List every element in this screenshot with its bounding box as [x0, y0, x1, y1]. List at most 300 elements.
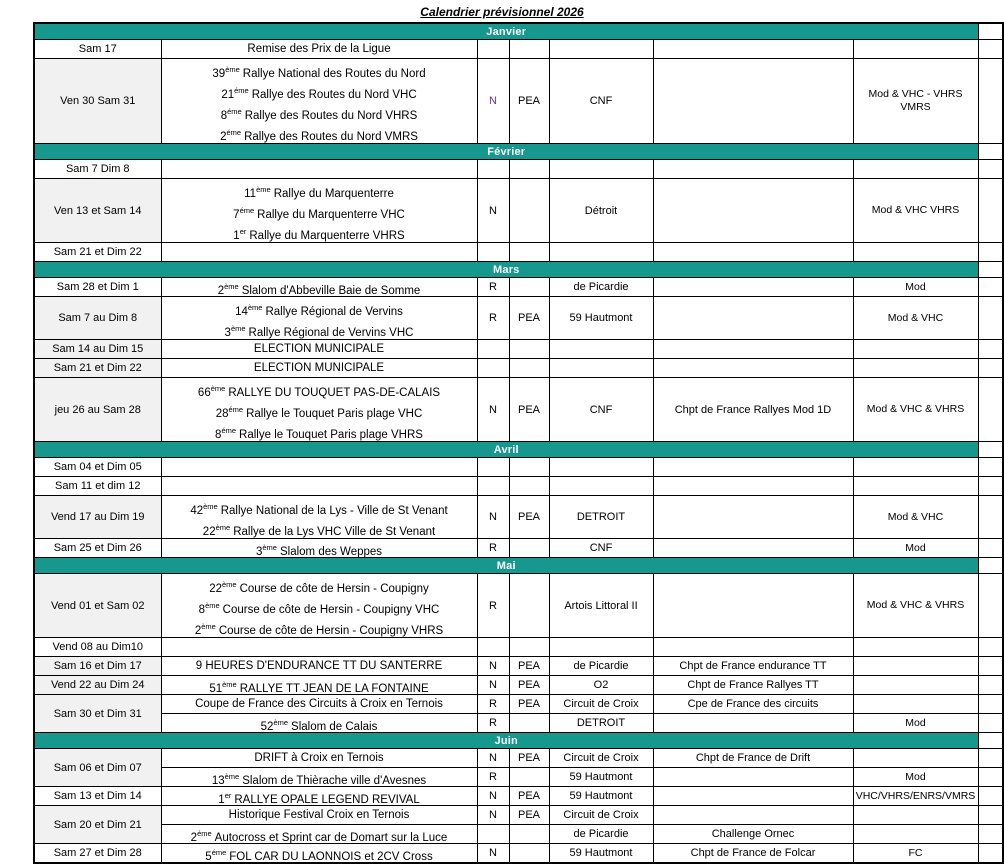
category-line: Mod & VHC & VHRS	[866, 599, 965, 611]
pea-cell	[509, 768, 549, 787]
date-cell: Vend 01 et Sam 02	[34, 574, 161, 638]
category-cell	[853, 160, 978, 179]
pea-cell	[509, 638, 549, 657]
licence-cell: R	[477, 574, 509, 638]
category-line: Mod	[905, 716, 926, 729]
championship-cell	[653, 539, 853, 558]
championship-cell	[653, 458, 853, 477]
page-title: Calendrier prévisionnel 2026	[420, 5, 584, 19]
table-row	[34, 539, 1003, 558]
category-line: FC	[908, 846, 923, 859]
date-cell: jeu 26 au Sam 28	[34, 378, 161, 442]
pea-cell: PEA	[509, 695, 549, 714]
category-cell	[853, 787, 978, 806]
date-cell: Sam 16 et Dim 17	[34, 657, 161, 676]
spare-cell	[978, 40, 1003, 59]
championship-cell	[653, 638, 853, 657]
pea-cell	[509, 40, 549, 59]
championship-cell: Challenge Ornec	[653, 825, 853, 844]
pea-cell	[509, 477, 549, 496]
event-line	[163, 768, 476, 786]
table-row	[34, 496, 1003, 539]
spare-cell	[978, 825, 1003, 844]
event-ordinal: 28	[215, 407, 229, 420]
table-row	[34, 458, 1003, 477]
event-ordinal: 14	[235, 305, 248, 318]
event-line	[163, 844, 476, 862]
championship-cell	[653, 278, 853, 297]
licence-cell: N	[477, 806, 509, 825]
event-title: Rallye National des Routes du Nord	[242, 67, 426, 80]
category-line: Mod & VHC & VHRS	[866, 403, 965, 415]
category-line: Mod & VHC	[887, 311, 944, 324]
event-title: Slalom des Weppes	[279, 545, 383, 558]
spare-cell	[978, 558, 1003, 574]
event-title: Slalom de Calais	[291, 720, 378, 733]
event-line	[163, 657, 476, 675]
date-cell: Vend 22 au Dim 24	[34, 676, 161, 695]
event-ordinal-suffix: ème	[210, 384, 226, 393]
organizer-cell: CNF	[549, 539, 653, 558]
category-cell	[853, 657, 978, 676]
event-ordinal-suffix: ème	[222, 680, 237, 689]
event-title: Course de côte de Hersin - Coupigny VHC	[222, 603, 440, 616]
licence-cell: N	[477, 657, 509, 676]
organizer-cell: de Picardie	[549, 657, 653, 676]
event-title: RALLYE OPALE LEGEND REVIVAL	[234, 793, 420, 806]
month-row	[34, 733, 1003, 749]
event-ordinal: 2	[194, 624, 202, 637]
organizer-cell: 59 Hautmont	[549, 787, 653, 806]
pea-cell: PEA	[509, 749, 549, 768]
organizer-cell: O2	[549, 676, 653, 695]
event-ordinal-suffix: ème	[262, 543, 277, 552]
event-ordinal: 22	[209, 582, 222, 595]
date-cell: Sam 11 et dim 12	[34, 477, 161, 496]
event-title: Rallye des Routes du Nord VMRS	[244, 130, 418, 143]
event-title: FOL CAR DU LAONNOIS et 2CV Cross	[229, 850, 433, 863]
event-ordinal: 52	[260, 720, 274, 733]
month-row	[34, 442, 1003, 458]
organizer-cell	[549, 340, 653, 359]
pea-cell	[509, 278, 549, 297]
event-line	[163, 40, 476, 58]
category-cell	[853, 695, 978, 714]
category-cell	[853, 574, 978, 638]
event-ordinal: 1	[233, 229, 240, 242]
event-ordinal: 2	[190, 831, 198, 844]
event-line	[163, 825, 476, 843]
date-cell: Sam 27 et Dim 28	[34, 844, 161, 864]
event-line	[163, 595, 476, 616]
category-line: VHC/VHRS/ENRS/VMRS	[855, 789, 976, 802]
licence-cell	[477, 340, 509, 359]
table-row	[34, 378, 1003, 442]
category-cell	[853, 278, 978, 297]
date-cell: Sam 30 et Dim 31	[34, 695, 161, 733]
organizer-cell: Circuit de Croix	[549, 695, 653, 714]
table-row	[34, 243, 1003, 262]
table-row	[34, 825, 1003, 844]
table-row	[34, 676, 1003, 695]
spare-cell	[978, 340, 1003, 359]
date-cell: Sam 7 au Dim 8	[34, 297, 161, 340]
licence-cell	[477, 359, 509, 378]
event-ordinal: 8	[215, 428, 222, 441]
pea-cell	[509, 539, 549, 558]
date-cell: Sam 04 et Dim 05	[34, 458, 161, 477]
organizer-cell: 59 Hautmont	[549, 844, 653, 864]
organizer-cell	[549, 243, 653, 262]
month-header: Mai	[34, 558, 978, 574]
spare-cell	[978, 23, 1003, 40]
organizer-cell: CNF	[549, 59, 653, 144]
spare-cell	[978, 278, 1003, 297]
spare-cell	[978, 477, 1003, 496]
licence-cell: R	[477, 297, 509, 340]
spare-cell	[978, 768, 1003, 787]
pea-cell	[509, 359, 549, 378]
spare-cell	[978, 243, 1003, 262]
category-cell	[853, 496, 978, 539]
spare-cell	[978, 676, 1003, 695]
event-ordinal: 42	[190, 504, 204, 517]
event-line	[163, 340, 476, 358]
organizer-cell: Artois Littoral II	[549, 574, 653, 638]
date-cell: Sam 14 au Dim 15	[34, 340, 161, 359]
championship-cell	[653, 574, 853, 638]
championship-cell	[653, 787, 853, 806]
table-row	[34, 59, 1003, 144]
spare-cell	[978, 806, 1003, 825]
event-ordinal-suffix: ème	[224, 772, 240, 781]
category-cell	[853, 477, 978, 496]
championship-cell	[653, 477, 853, 496]
licence-cell: R	[477, 768, 509, 787]
organizer-cell	[549, 477, 653, 496]
organizer-cell	[549, 160, 653, 179]
event-ordinal: 66	[197, 386, 211, 399]
organizer-cell: de Picardie	[549, 825, 653, 844]
organizer-cell: DETROIT	[549, 496, 653, 539]
event-title: ELECTION MUNICIPALE	[253, 343, 385, 355]
pea-cell: PEA	[509, 676, 549, 695]
table-row	[34, 844, 1003, 864]
table-row	[34, 749, 1003, 768]
event-cell	[161, 806, 477, 825]
event-ordinal-suffix: éme	[234, 86, 249, 95]
category-line: Mod	[905, 541, 926, 554]
spare-cell	[978, 714, 1003, 733]
organizer-cell: CNF	[549, 378, 653, 442]
event-line	[163, 676, 476, 694]
organizer-cell: Circuit de Croix	[549, 749, 653, 768]
event-cell	[161, 297, 477, 340]
event-line	[163, 318, 476, 339]
category-line: Mod	[905, 770, 926, 783]
event-title: DRIFT à Croix en Ternois	[254, 752, 384, 764]
event-title: Course de côte de Hersin - Coupigny VHRS	[218, 624, 444, 637]
month-row	[34, 23, 1003, 40]
event-ordinal-suffix: ème	[256, 185, 271, 194]
table-row	[34, 160, 1003, 179]
championship-cell: Chpt de France endurance TT	[653, 657, 853, 676]
event-title: Rallye de la Lys VHC Ville de St Venant	[233, 525, 436, 538]
category-cell	[853, 714, 978, 733]
event-ordinal-suffix: ème	[225, 65, 240, 74]
event-ordinal: 2	[220, 130, 227, 143]
event-title: RALLYE TT JEAN DE LA FONTAINE	[239, 682, 429, 695]
event-line	[163, 517, 476, 538]
event-ordinal: 11	[244, 187, 257, 200]
event-line	[163, 695, 476, 713]
licence-cell	[477, 638, 509, 657]
spare-cell	[978, 59, 1003, 144]
table-row	[34, 638, 1003, 657]
event-cell	[161, 787, 477, 806]
table-row	[34, 359, 1003, 378]
spare-cell	[978, 749, 1003, 768]
event-line	[163, 806, 476, 824]
spare-cell	[978, 442, 1003, 458]
event-line	[163, 101, 476, 122]
event-line	[163, 122, 476, 143]
event-line	[163, 574, 476, 595]
category-cell	[853, 749, 978, 768]
event-line	[163, 714, 476, 732]
event-ordinal-suffix: ème	[215, 523, 231, 532]
championship-cell	[653, 496, 853, 539]
licence-cell	[477, 477, 509, 496]
championship-cell	[653, 160, 853, 179]
pea-cell	[509, 825, 549, 844]
event-line	[163, 496, 476, 517]
date-cell: Sam 28 et Dim 1	[34, 278, 161, 297]
date-cell: Sam 06 et Dim 07	[34, 749, 161, 787]
event-cell	[161, 714, 477, 733]
spare-cell	[978, 695, 1003, 714]
event-title: Rallye Régional de Vervins	[265, 305, 403, 318]
event-title: Rallye du Marquenterre	[273, 187, 394, 200]
event-cell	[161, 749, 477, 768]
date-cell: Sam 20 et Dim 21	[34, 806, 161, 844]
event-line	[163, 297, 476, 318]
spare-cell	[978, 297, 1003, 340]
category-cell	[853, 768, 978, 787]
pea-cell: PEA	[509, 787, 549, 806]
event-title: Course de côte de Hersin - Coupigny	[239, 582, 429, 595]
spare-cell	[978, 179, 1003, 243]
event-line	[163, 179, 476, 200]
table-row	[34, 40, 1003, 59]
event-line	[163, 59, 476, 80]
event-ordinal-suffix: éme	[221, 426, 237, 435]
month-header: Février	[34, 144, 978, 160]
event-ordinal: 5	[205, 850, 212, 863]
category-cell	[853, 179, 978, 243]
table-row	[34, 340, 1003, 359]
month-header: Mars	[34, 262, 978, 278]
pea-cell	[509, 844, 549, 864]
event-cell	[161, 378, 477, 442]
licence-cell	[477, 40, 509, 59]
table-row	[34, 657, 1003, 676]
date-cell: Sam 13 et Dim 14	[34, 787, 161, 806]
event-cell	[161, 59, 477, 144]
event-title: Coupe de France des Circuits à Croix en Ternois	[195, 698, 443, 710]
event-ordinal-suffix: éme	[228, 405, 244, 414]
month-header: Janvier	[34, 23, 978, 40]
date-cell: Sam 21 et Dim 22	[34, 243, 161, 262]
organizer-cell	[549, 40, 653, 59]
event-ordinal-suffix: ème	[221, 580, 237, 589]
licence-cell: N	[477, 496, 509, 539]
event-title: Rallye des Routes du Nord VHRS	[244, 109, 418, 122]
calendar-table	[33, 22, 1004, 864]
championship-cell	[653, 59, 853, 144]
date-cell: Vend 08 au Dim10	[34, 638, 161, 657]
category-line: Mod	[905, 280, 926, 293]
event-cell	[161, 278, 477, 297]
event-title: Historique Festival Croix en Ternois	[228, 809, 410, 821]
event-title: Rallye le Touquet Paris plage VHC	[246, 407, 423, 420]
event-line	[163, 749, 476, 767]
event-title: Slalom de Thièrache ville d'Avesnes	[242, 774, 427, 787]
pea-cell	[509, 574, 549, 638]
organizer-cell	[549, 638, 653, 657]
event-ordinal-suffix: ème	[230, 324, 246, 333]
category-cell	[853, 59, 978, 144]
event-title: Rallye National de la Lys - Ville de St Venant	[220, 504, 448, 517]
event-line	[163, 399, 476, 420]
licence-cell: N	[477, 749, 509, 768]
pea-cell	[509, 458, 549, 477]
licence-cell: N	[477, 676, 509, 695]
licence-cell	[477, 458, 509, 477]
event-ordinal-suffix: ème	[201, 622, 216, 631]
event-ordinal: 21	[221, 88, 235, 101]
table-row	[34, 297, 1003, 340]
pea-cell: PEA	[509, 59, 549, 144]
pea-cell: PEA	[509, 657, 549, 676]
event-cell	[161, 844, 477, 864]
event-ordinal: 13	[211, 774, 225, 787]
event-ordinal: 8	[198, 603, 206, 616]
category-cell	[853, 297, 978, 340]
spare-cell	[978, 638, 1003, 657]
event-title: Rallye du Marquenterre VHC	[257, 208, 405, 221]
licence-cell	[477, 160, 509, 179]
championship-cell: Chpt de France de Folcar	[653, 844, 853, 864]
event-cell	[161, 657, 477, 676]
date-cell: Ven 30 Sam 31	[34, 59, 161, 144]
event-ordinal-suffix: éme	[239, 206, 255, 215]
pea-cell	[509, 160, 549, 179]
event-ordinal-suffix: ème	[224, 282, 239, 291]
event-cell	[161, 496, 477, 539]
event-ordinal: 7	[233, 208, 240, 221]
licence-cell: R	[477, 539, 509, 558]
event-ordinal-suffix: éme	[226, 128, 242, 137]
category-cell	[853, 825, 978, 844]
pea-cell: PEA	[509, 378, 549, 442]
organizer-cell: Circuit de Croix	[549, 806, 653, 825]
spare-cell	[978, 539, 1003, 558]
spare-cell	[978, 787, 1003, 806]
spare-cell	[978, 733, 1003, 749]
table-row	[34, 714, 1003, 733]
event-ordinal-suffix: ème	[205, 601, 220, 610]
licence-cell	[477, 825, 509, 844]
spare-cell	[978, 458, 1003, 477]
event-title: Rallye le Touquet Paris plage VHRS	[239, 428, 423, 441]
event-title: ELECTION MUNICIPALE	[253, 362, 385, 374]
date-cell: Sam 17	[34, 40, 161, 59]
table-row	[34, 574, 1003, 638]
date-cell: Sam 25 et Dim 26	[34, 539, 161, 558]
category-cell	[853, 638, 978, 657]
event-cell	[161, 676, 477, 695]
licence-cell: N	[477, 787, 509, 806]
event-title: Rallye du Marquenterre VHRS	[249, 229, 405, 242]
date-cell: Sam 7 Dim 8	[34, 160, 161, 179]
month-header: Juin	[34, 733, 978, 749]
championship-cell	[653, 297, 853, 340]
event-line	[163, 787, 476, 805]
event-title: RALLYE DU TOUQUET PAS-DE-CALAIS	[228, 386, 441, 399]
pea-cell	[509, 340, 549, 359]
championship-cell: Cpe de France des circuits	[653, 695, 853, 714]
category-cell	[853, 359, 978, 378]
table-row	[34, 695, 1003, 714]
event-title: Autocross et Sprint car de Domart sur la Luce	[214, 831, 448, 844]
event-title: Rallye Régional de Vervins VHC	[248, 326, 414, 339]
event-ordinal-suffix: éme	[197, 829, 212, 838]
event-line	[163, 200, 476, 221]
pea-cell: PEA	[509, 806, 549, 825]
organizer-cell	[549, 359, 653, 378]
category-line: Mod & VHC VHRS	[871, 204, 960, 216]
pea-cell	[509, 243, 549, 262]
organizer-cell: 59 Hautmont	[549, 768, 653, 787]
category-cell	[853, 458, 978, 477]
pea-cell	[509, 179, 549, 243]
month-header: Avril	[34, 442, 978, 458]
month-row	[34, 262, 1003, 278]
spare-cell	[978, 378, 1003, 442]
organizer-cell: Détroit	[549, 179, 653, 243]
event-line	[163, 278, 476, 296]
event-cell	[161, 825, 477, 844]
event-ordinal: 1	[218, 793, 225, 806]
event-cell	[161, 477, 477, 496]
spare-cell	[978, 262, 1003, 278]
event-title: 9 HEURES D'ENDURANCE TT DU SANTERRE	[195, 660, 443, 672]
event-line	[163, 420, 476, 441]
category-line: Mod & VHC	[887, 510, 944, 523]
spare-cell	[978, 160, 1003, 179]
table-row	[34, 477, 1003, 496]
event-ordinal: 51	[209, 682, 223, 695]
table-row	[34, 278, 1003, 297]
category-cell	[853, 676, 978, 695]
event-cell	[161, 359, 477, 378]
event-ordinal-suffix: ème	[203, 502, 218, 511]
event-line	[163, 539, 476, 557]
event-line	[163, 378, 476, 399]
category-cell	[853, 40, 978, 59]
month-row	[34, 144, 1003, 160]
